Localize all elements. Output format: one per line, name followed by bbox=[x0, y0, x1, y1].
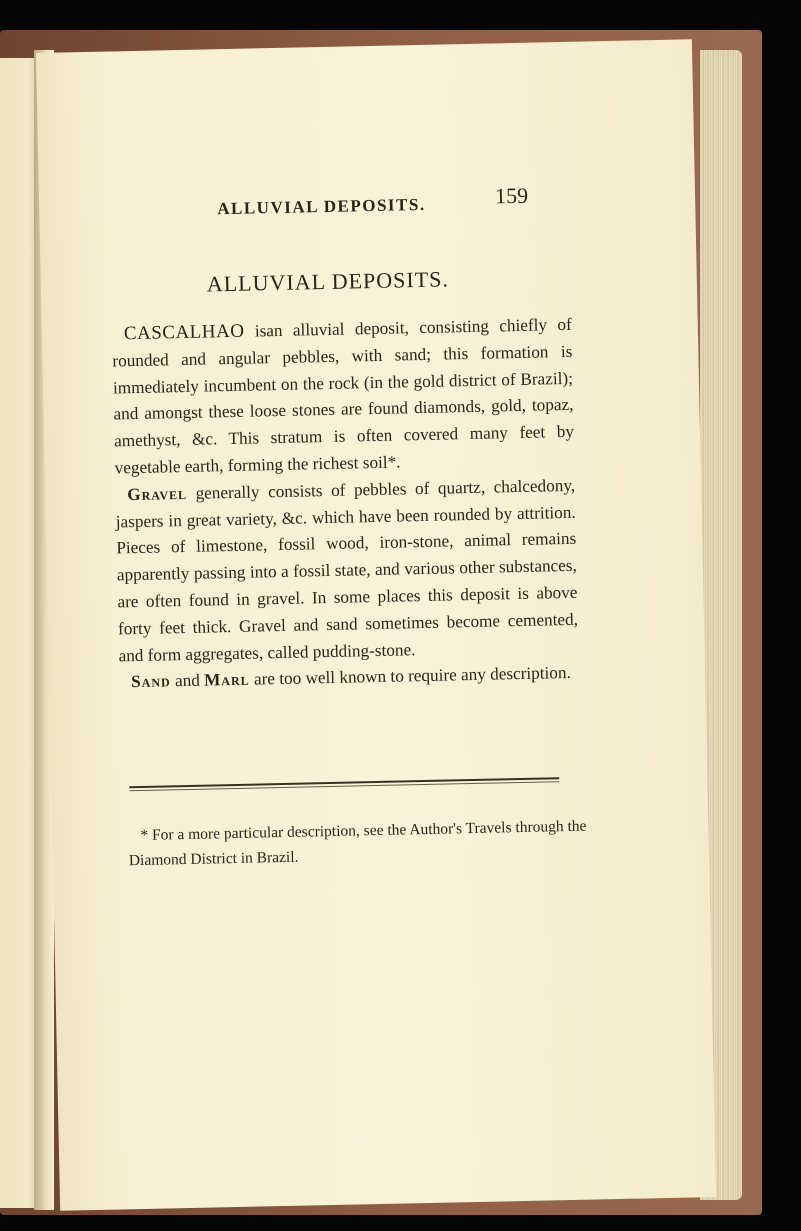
chapter-title: ALLUVIAL DEPOSITS. bbox=[206, 266, 450, 297]
footnote bbox=[128, 813, 599, 873]
conjunction: and bbox=[170, 670, 205, 691]
book-page bbox=[36, 39, 716, 1210]
page-number: 159 bbox=[494, 182, 529, 209]
paragraph-text: generally consists of pebbles of quartz, chalcedony, jaspers in great variety, &c. which have been rounded by attrition. Pieces of limestone, fossil wood, iron-stone, animal remains apparently passing into a fossil state, and various other substances, are often found in gravel. In some places this deposit is above forty feet thick. Gravel and sand sometimes become cemented, and form aggregates, called pudding-stone. bbox=[115, 475, 579, 665]
running-head: ALLUVIAL DEPOSITS. bbox=[217, 194, 426, 219]
paragraph-cascalhao bbox=[112, 312, 575, 482]
paragraph-text: are too well known to require any description. bbox=[249, 663, 572, 690]
term-cascalhao: CASCALHAO bbox=[123, 320, 245, 345]
footnote-text: * For a more particular description, see the Author's Travels through the Diamond District in Brazil. bbox=[128, 817, 587, 870]
term-marl: Marl bbox=[203, 670, 250, 690]
paragraph-text: isan alluvial deposit, consisting chiefly of rounded and angular pebbles, with sand; this formation is immediately incumbent on the rock (in the gold district of Brazil); and amongst these loose stones are found diamonds, gold, topaz, amethyst, &c. This stratum is often covered many feet by vegetable earth, forming the richest soil*. bbox=[112, 314, 575, 478]
term-gravel: Gravel bbox=[127, 483, 188, 504]
body-text bbox=[112, 312, 580, 697]
term-sand: Sand bbox=[130, 671, 171, 692]
paragraph-gravel bbox=[115, 473, 579, 670]
